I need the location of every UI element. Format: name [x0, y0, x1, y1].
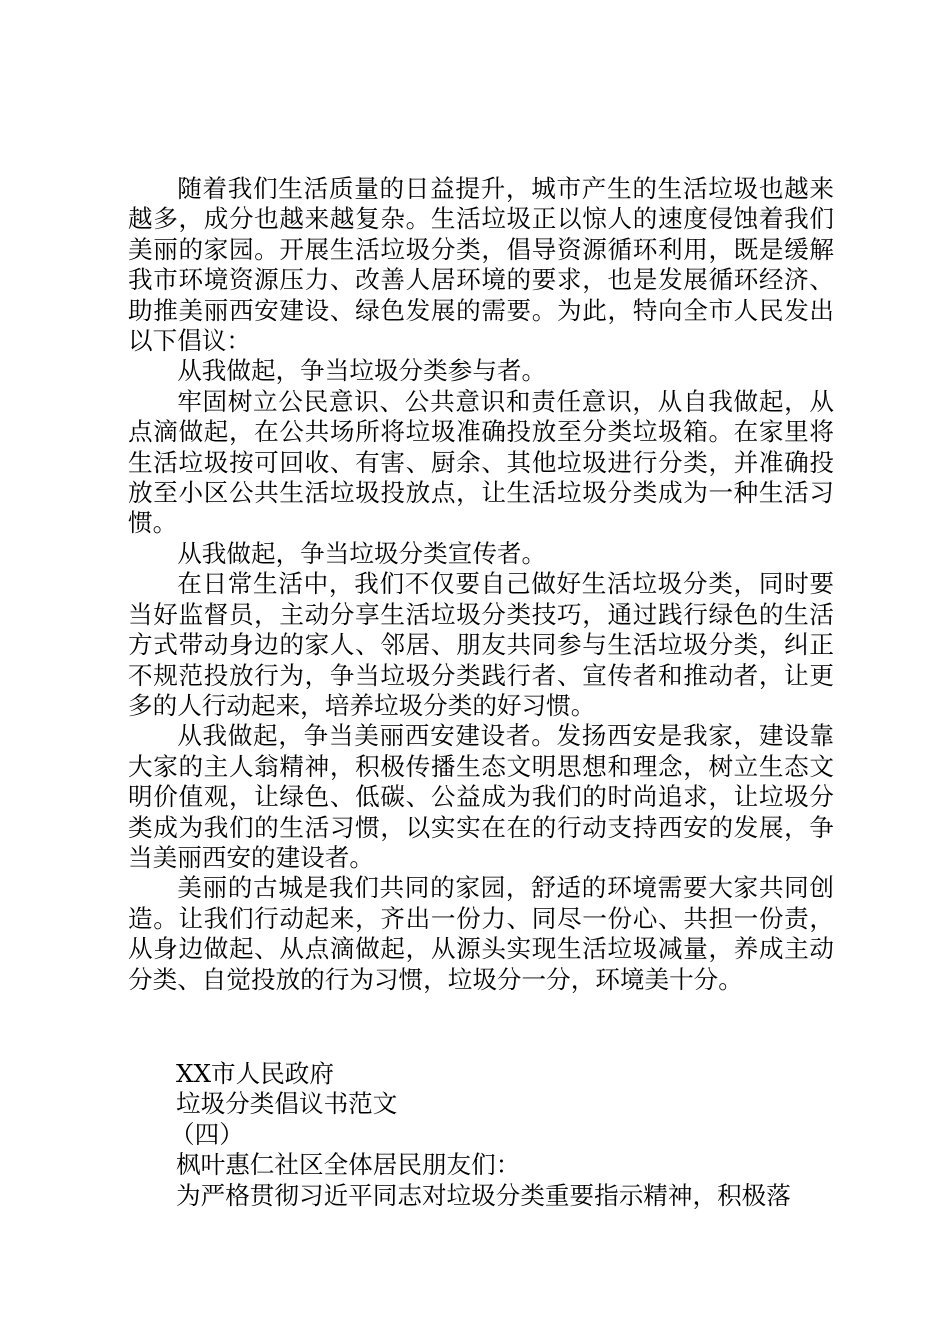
next-article-opening: 为严格贯彻习近平同志对垃圾分类重要指示精神，积极落: [176, 1180, 791, 1210]
paragraph-builder: 从我做起，争当美丽西安建设者。发扬西安是我家，建设靠大家的主人翁精神，积极传播生态文明思想和理念，树立生态文明价值观，让绿色、低碳、公益成为我们的时尚追求，让垃圾分类成为我们的生活习惯，以实实在在的行动支持西安的发展，争当美丽西安的建设者。: [128, 721, 834, 872]
salutation: 枫叶惠仁社区全体居民朋友们：: [176, 1150, 521, 1180]
closing-section: [170, 1059, 836, 1211]
signature: XX市人民政府: [176, 1059, 334, 1088]
paragraph-participant-body: 牢固树立公民意识、公共意识和责任意识，从自我做起，从点滴做起，在公共场所将垃圾准确投放至分类垃圾箱。在家里将生活垃圾按可回收、有害、厨余、其他垃圾进行分类，并准确投放至小区公共生活垃圾投放点，让生活垃圾分类成为一种生活习惯。: [128, 386, 834, 538]
paragraph-promoter-heading: 从我做起，争当垃圾分类宣传者。: [177, 538, 547, 568]
paragraph-conclusion: 美丽的古城是我们共同的家园，舒适的环境需要大家共同创造。让我们行动起来，齐出一份力、同尽一份心、共担一份责，从身边做起、从点滴做起，从源头实现生活垃圾减量，养成主动分类、自觉投放的行为习惯，垃圾分一分，环境美十分。: [128, 873, 834, 994]
paragraph-intro: 随着我们生活质量的日益提升，城市产生的生活垃圾也越来越多，成分也越来越复杂。生活垃圾正以惊人的速度侵蚀着我们美丽的家园。开展生活垃圾分类，倡导资源循环利用，既是缓解我市环境资源压力、改善人居环境的要求，也是发展循环经济、助推美丽西安建设、绿色发展的需要。为此，特向全市人民发出以下倡议：: [128, 174, 834, 356]
next-article-title: 垃圾分类倡议书范文: [176, 1089, 398, 1119]
paragraph-participant-heading: 从我做起，争当垃圾分类参与者。: [177, 356, 547, 386]
document-body: [128, 174, 834, 995]
next-article-number: （四）: [170, 1119, 244, 1149]
paragraph-promoter-body: 在日常生活中，我们不仅要自己做好生活垃圾分类，同时要当好监督员，主动分享生活垃圾分类技巧，通过践行绿色的生活方式带动身边的家人、邻居、朋友共同参与生活垃圾分类，纠正不规范投放行为，争当垃圾分类践行者、宣传者和推动者，让更多的人行动起来，培养垃圾分类的好习惯。: [128, 569, 834, 720]
